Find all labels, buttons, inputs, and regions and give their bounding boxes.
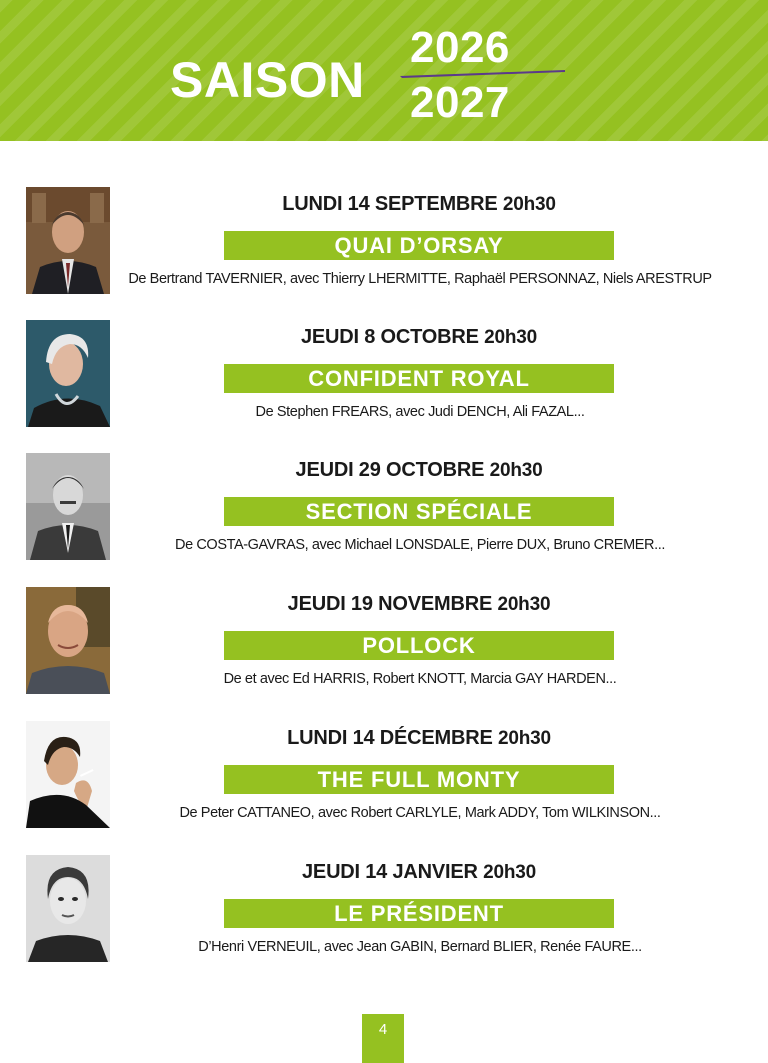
event-time: 20h30: [497, 594, 551, 615]
event-title: THE FULL MONTY: [224, 765, 614, 794]
season-header: [0, 0, 768, 141]
event-time: 20h30: [484, 327, 538, 348]
event-item: [0, 320, 768, 430]
page-number: 4: [362, 1014, 404, 1063]
event-item: [0, 453, 768, 563]
event-photo: [26, 721, 110, 828]
event-item: [0, 721, 768, 831]
event-title: CONFIDENT ROYAL: [224, 364, 614, 393]
portrait-bald-man-icon: [26, 587, 110, 694]
event-item: [0, 855, 768, 965]
purple-divider-stroke: [400, 68, 565, 78]
portrait-man-cigarette-icon: [26, 721, 110, 828]
event-time: 20h30: [489, 460, 543, 481]
event-date: [224, 727, 614, 750]
event-credits: De Bertrand TAVERNIER, avec Thierry LHERMITTE, Raphaël PERSONNAZ, Niels ARESTRUP: [128, 271, 712, 287]
event-date-day: JEUDI 8 OCTOBRE: [300, 326, 479, 348]
event-credits: De Peter CATTANEO, avec Robert CARLYLE, Mark ADDY, Tom WILKINSON...: [179, 805, 661, 821]
event-time: 20h30: [498, 728, 551, 749]
event-credits: De Stephen FREARS, avec Judi DENCH, Ali FAZAL...: [255, 404, 585, 420]
event-date-day: LUNDI 14 DÉCEMBRE: [287, 727, 493, 749]
event-credits: De et avec Ed HARRIS, Robert KNOTT, Marcia GAY HARDEN...: [223, 671, 617, 687]
season-year-start: 2026: [410, 23, 510, 72]
event-date-day: JEUDI 14 JANVIER: [302, 861, 478, 883]
portrait-man-mustache-bw-icon: [26, 453, 110, 560]
event-credits: De COSTA-GAVRAS, avec Michael LONSDALE, Pierre DUX, Bruno CREMER...: [175, 537, 665, 553]
portrait-woman-white-hair-icon: [26, 320, 110, 427]
portrait-man-suit-icon: [26, 187, 110, 294]
event-date-day: JEUDI 29 OCTOBRE: [295, 459, 485, 481]
portrait-woman-bw-icon: [26, 855, 110, 962]
season-label: SAISON: [170, 52, 365, 108]
event-item: [0, 187, 768, 297]
event-title: LE PRÉSIDENT: [224, 899, 614, 928]
event-time: 20h30: [483, 862, 536, 883]
event-photo: [26, 320, 110, 427]
event-date: [224, 459, 614, 482]
event-time: 20h30: [502, 194, 556, 215]
event-date-day: LUNDI 14 SEPTEMBRE: [282, 193, 498, 215]
event-photo: [26, 187, 110, 294]
event-date-day: JEUDI 19 NOVEMBRE: [287, 593, 493, 615]
event-title: POLLOCK: [224, 631, 614, 660]
event-date: [224, 861, 614, 884]
event-photo: [26, 453, 110, 560]
event-title: SECTION SPÉCIALE: [224, 497, 614, 526]
event-credits: D’Henri VERNEUIL, avec Jean GABIN, Bernard BLIER, Renée FAURE...: [198, 939, 642, 955]
event-date: [224, 326, 614, 349]
event-item: [0, 587, 768, 697]
event-date: [224, 593, 614, 616]
event-photo: [26, 855, 110, 962]
season-year-end: 2027: [410, 78, 510, 127]
event-title: QUAI D’ORSAY: [224, 231, 614, 260]
event-date: [224, 193, 614, 216]
event-photo: [26, 587, 110, 694]
